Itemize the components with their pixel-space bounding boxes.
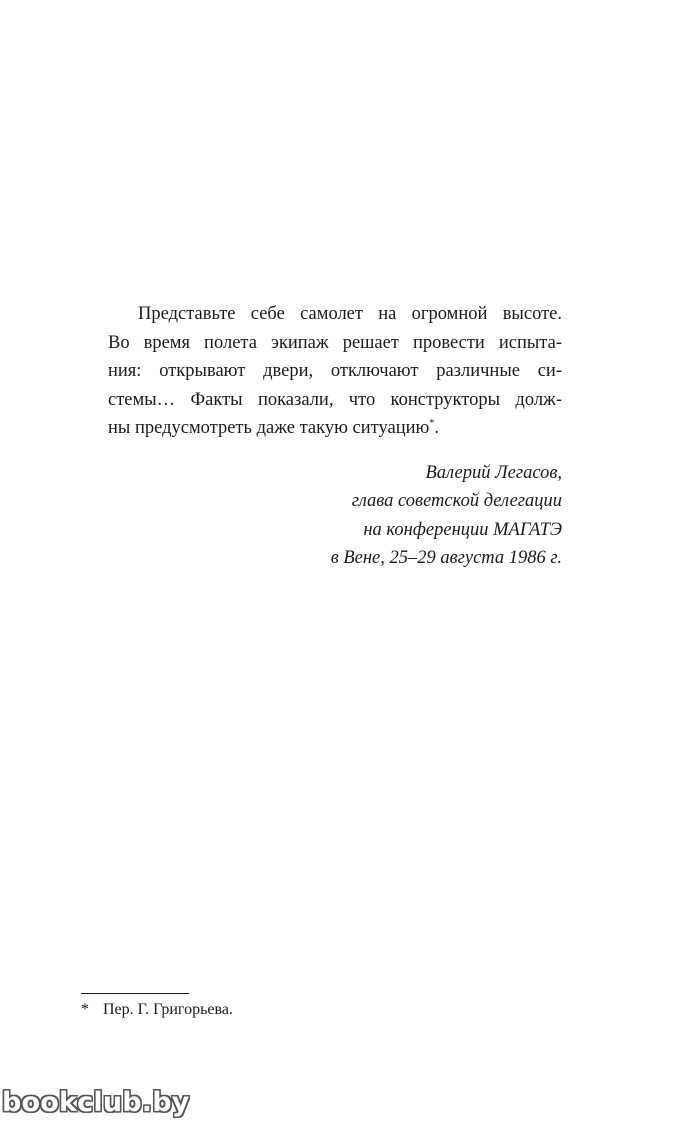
epigraph-end-punct: . <box>434 418 439 438</box>
epigraph-line: Во время полета экипаж решает провести испыта- <box>108 332 562 353</box>
epigraph-attribution <box>108 459 562 573</box>
footnote <box>81 999 233 1021</box>
epigraph-line: стемы… Факты показали, что конструкторы долж- <box>108 389 562 410</box>
epigraph-line-text: ны предусмотреть даже такую ситуацию <box>108 418 430 438</box>
footnote-text: Пер. Г. Григорьева. <box>103 1001 233 1018</box>
epigraph-text <box>108 300 562 443</box>
attribution-event: на конференции МАГАТЭ <box>363 519 562 540</box>
attribution-place-date: в Вене, 25–29 августа 1986 г. <box>330 548 562 568</box>
epigraph-line: ния: открывают двери, отключают различные си- <box>108 361 562 381</box>
epigraph <box>108 300 562 573</box>
footnote-reference[interactable]: * <box>429 417 435 429</box>
epigraph-line: Представьте себе самолет на огромной высоте. <box>138 304 562 324</box>
footnote-marker: * <box>81 1001 89 1018</box>
attribution-role: глава советской делегации <box>351 491 562 511</box>
attribution-author: Валерий Легасов, <box>425 462 562 483</box>
epigraph-line-last <box>108 414 562 443</box>
footnote-divider <box>81 993 189 994</box>
watermark-logo: bookclub.by <box>2 1087 190 1118</box>
